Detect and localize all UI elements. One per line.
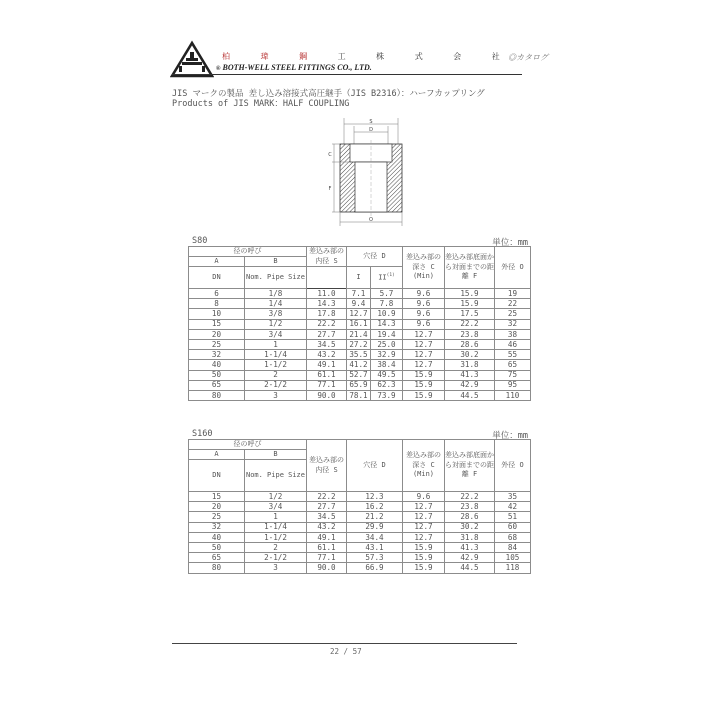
table-cell: 80 (189, 563, 245, 573)
table-cell: 25.0 (371, 339, 403, 349)
table-cell: 43.2 (307, 522, 347, 532)
table-cell: 40 (189, 360, 245, 370)
table-cell: 21.2 (347, 512, 403, 522)
dim-f-label: F (328, 186, 332, 192)
table-cell: 1-1/2 (245, 532, 307, 542)
table-cell: 15 (189, 492, 245, 502)
table-cell: 12.7 (403, 512, 445, 522)
company-name-cn-red: 柏 瑋 鋼 (222, 52, 322, 61)
s80-s-header: 差込み部の内径 S (307, 247, 347, 267)
table-cell: 16.2 (347, 502, 403, 512)
table-cell: 27.7 (307, 329, 347, 339)
table-cell: 35.5 (347, 350, 371, 360)
table-cell: 31.8 (445, 532, 495, 542)
table-cell: 78.1 (347, 390, 371, 400)
table-cell: 61.1 (307, 542, 347, 552)
s80-d2-header (371, 267, 403, 289)
table-cell: 12.3 (347, 492, 403, 502)
table-cell: 3/4 (245, 502, 307, 512)
s80-d1-header: I (347, 267, 371, 289)
table-cell: 35 (495, 492, 531, 502)
s160-table-body (189, 492, 531, 574)
table-cell: 12.7 (403, 350, 445, 360)
table-cell: 20 (189, 329, 245, 339)
table-cell: 55 (495, 350, 531, 360)
table-cell: 65 (495, 360, 531, 370)
table-cell: 1-1/4 (245, 522, 307, 532)
s80-nps-header: Nom. Pipe Size (245, 267, 307, 289)
table-cell: 65 (189, 380, 245, 390)
table-row (189, 289, 531, 299)
table-row (189, 329, 531, 339)
s80-d2-note: (1) (386, 272, 395, 278)
half-coupling-diagram (320, 114, 420, 230)
table-cell: 8 (189, 299, 245, 309)
table-cell: 9.6 (403, 319, 445, 329)
product-title-en: Products of JIS MARK：HALF COUPLING (172, 99, 350, 109)
table-cell: 75 (495, 370, 531, 380)
table-cell: 15.9 (403, 370, 445, 380)
table-cell: 11.0 (307, 289, 347, 299)
table-row (189, 553, 531, 563)
table-cell: 42.9 (445, 553, 495, 563)
company-name-cn (222, 51, 514, 62)
table-cell: 30.2 (445, 350, 495, 360)
table-cell: 32 (189, 350, 245, 360)
s160-o-header: 外径 O (495, 440, 531, 492)
table-cell: 57.3 (347, 553, 403, 563)
header-divider (172, 74, 522, 75)
table-cell: 17.5 (445, 309, 495, 319)
s160-nps-header: Nom. Pipe Size (245, 460, 307, 492)
page-number: 22 / 57 (330, 647, 362, 656)
table-cell: 32 (189, 522, 245, 532)
table-row (189, 502, 531, 512)
table-row (189, 563, 531, 573)
table-cell: 23.8 (445, 502, 495, 512)
table-row (189, 492, 531, 502)
s80-d2-text: II (378, 273, 387, 282)
table-row (189, 299, 531, 309)
table-cell: 49.5 (371, 370, 403, 380)
table-cell: 20 (189, 502, 245, 512)
table-cell: 28.6 (445, 339, 495, 349)
table-cell: 43.2 (307, 350, 347, 360)
table-cell: 3 (245, 390, 307, 400)
table-cell: 2-1/2 (245, 380, 307, 390)
s80-d-header: 穴径 D (347, 247, 403, 267)
table-row (189, 360, 531, 370)
dim-o-label: O (369, 217, 373, 223)
table-cell: 15.9 (403, 542, 445, 552)
s80-unit: 単位：mm (492, 238, 528, 248)
s80-b-header: B (245, 257, 307, 267)
table-cell: 10.9 (371, 309, 403, 319)
table-cell: 22.2 (307, 319, 347, 329)
table-cell: 43.1 (347, 542, 403, 552)
table-cell: 41.2 (347, 360, 371, 370)
table-cell: 50 (189, 370, 245, 380)
table-cell: 95 (495, 380, 531, 390)
s160-label: S160 (192, 429, 213, 439)
table-cell: 77.1 (307, 553, 347, 563)
trademark-mark: ® (216, 66, 221, 72)
table-cell: 34.4 (347, 532, 403, 542)
table-cell: 22.2 (445, 319, 495, 329)
table-cell: 12.7 (403, 329, 445, 339)
table-cell: 42 (495, 502, 531, 512)
table-cell: 7.1 (347, 289, 371, 299)
table-row (189, 350, 531, 360)
table-cell: 52.7 (347, 370, 371, 380)
table-cell: 27.2 (347, 339, 371, 349)
table-cell: 16.1 (347, 319, 371, 329)
table-cell: 49.1 (307, 360, 347, 370)
s80-o-header: 外径 O (495, 247, 531, 289)
table-cell: 15.9 (445, 299, 495, 309)
table-cell: 1-1/2 (245, 360, 307, 370)
table-cell: 41.3 (445, 542, 495, 552)
table-cell: 40 (189, 532, 245, 542)
table-cell: 2-1/2 (245, 553, 307, 563)
table-cell: 51 (495, 512, 531, 522)
table-cell: 28.6 (445, 512, 495, 522)
table-cell: 42.9 (445, 380, 495, 390)
table-cell: 15.9 (445, 289, 495, 299)
s160-d-header: 穴径 D (347, 440, 403, 492)
product-title-jp: JIS マークの製品 差し込み溶接式高圧継手（JIS B2316）：ハーフカップリング (172, 89, 485, 99)
table-cell: 22 (495, 299, 531, 309)
table-row (189, 390, 531, 400)
table-cell: 12.7 (403, 532, 445, 542)
table-cell: 14.3 (307, 299, 347, 309)
table-cell: 23.8 (445, 329, 495, 339)
table-cell: 50 (189, 542, 245, 552)
table-cell: 3 (245, 563, 307, 573)
s80-c-header: 差込み部の深さ C (Min) (403, 247, 445, 289)
table-cell: 68 (495, 532, 531, 542)
table-cell: 61.1 (307, 370, 347, 380)
table-cell: 12.7 (403, 502, 445, 512)
table-row (189, 542, 531, 552)
table-cell: 30.2 (445, 522, 495, 532)
company-name-en (216, 63, 372, 72)
company-name-cn-black: 工 株 式 会 社 (337, 52, 514, 61)
s160-table (188, 439, 531, 574)
table-cell: 38 (495, 329, 531, 339)
dim-c-label: C (328, 152, 332, 158)
table-cell: 3/8 (245, 309, 307, 319)
table-cell: 25 (495, 309, 531, 319)
table-cell: 32.9 (371, 350, 403, 360)
table-cell: 118 (495, 563, 531, 573)
s80-table-body (189, 289, 531, 401)
table-cell: 3/4 (245, 329, 307, 339)
table-cell: 2 (245, 542, 307, 552)
s80-f-header: 差込み部底面から対面までの距離 F (445, 247, 495, 289)
table-row (189, 522, 531, 532)
s80-size-header: 径の呼び (189, 247, 307, 257)
s80-dn-header: DN (189, 267, 245, 289)
table-cell: 19 (495, 289, 531, 299)
table-cell: 49.1 (307, 532, 347, 542)
table-cell: 38.4 (371, 360, 403, 370)
table-cell: 65 (189, 553, 245, 563)
s80-label: S80 (192, 236, 208, 246)
table-cell: 15.9 (403, 390, 445, 400)
table-cell: 1-1/4 (245, 350, 307, 360)
s160-dn-header: DN (189, 460, 245, 492)
table-cell: 15.9 (403, 380, 445, 390)
table-cell: 15 (189, 319, 245, 329)
table-cell: 1/2 (245, 492, 307, 502)
table-row (189, 309, 531, 319)
table-cell: 9.6 (403, 492, 445, 502)
table-cell: 1 (245, 512, 307, 522)
table-cell: 60 (495, 522, 531, 532)
table-cell: 84 (495, 542, 531, 552)
table-cell: 77.1 (307, 380, 347, 390)
table-cell: 19.4 (371, 329, 403, 339)
table-cell: 12.7 (403, 522, 445, 532)
table-cell: 62.3 (371, 380, 403, 390)
table-cell: 12.7 (403, 360, 445, 370)
company-name-en-text: BOTH-WELL STEEL FITTINGS CO., LTD. (222, 63, 372, 72)
table-cell: 41.3 (445, 370, 495, 380)
table-cell: 10 (189, 309, 245, 319)
table-cell: 110 (495, 390, 531, 400)
table-cell: 105 (495, 553, 531, 563)
table-cell: 22.2 (307, 492, 347, 502)
table-cell: 46 (495, 339, 531, 349)
table-row (189, 370, 531, 380)
table-cell: 9.4 (347, 299, 371, 309)
table-cell: 90.0 (307, 563, 347, 573)
s160-f-header: 差込み部底面から対面までの距離 F (445, 440, 495, 492)
table-cell: 44.5 (445, 563, 495, 573)
catalog-label: ◎カタログ (508, 53, 548, 62)
table-cell: 73.9 (371, 390, 403, 400)
dim-d-label: D (369, 127, 373, 133)
table-cell: 1/2 (245, 319, 307, 329)
dim-s-label: S (369, 119, 373, 125)
table-cell: 15.9 (403, 553, 445, 563)
table-cell: 21.4 (347, 329, 371, 339)
s160-b-header: B (245, 450, 307, 460)
table-cell: 65.9 (347, 380, 371, 390)
table-cell: 80 (189, 390, 245, 400)
table-cell: 12.7 (403, 339, 445, 349)
s160-c-header: 差込み部の深さ C (Min) (403, 440, 445, 492)
table-row (189, 319, 531, 329)
s160-size-header: 径の呼び (189, 440, 307, 450)
table-cell: 32 (495, 319, 531, 329)
table-cell: 5.7 (371, 289, 403, 299)
table-cell: 29.9 (347, 522, 403, 532)
table-cell: 90.0 (307, 390, 347, 400)
table-cell: 66.9 (347, 563, 403, 573)
table-cell: 25 (189, 512, 245, 522)
s160-a-header: A (189, 450, 245, 460)
table-cell: 25 (189, 339, 245, 349)
table-row (189, 512, 531, 522)
s80-a-header: A (189, 257, 245, 267)
footer-divider (172, 643, 517, 644)
table-row (189, 339, 531, 349)
table-row (189, 380, 531, 390)
table-cell: 6 (189, 289, 245, 299)
table-cell: 9.6 (403, 299, 445, 309)
table-cell: 34.5 (307, 339, 347, 349)
table-cell: 9.6 (403, 289, 445, 299)
table-cell: 1/4 (245, 299, 307, 309)
table-cell: 1 (245, 339, 307, 349)
table-cell: 2 (245, 370, 307, 380)
table-cell: 44.5 (445, 390, 495, 400)
table-row (189, 532, 531, 542)
s160-s-header: 差込み部の内径 S (307, 440, 347, 492)
s160-unit: 単位：mm (492, 431, 528, 441)
table-cell: 7.8 (371, 299, 403, 309)
table-cell: 34.5 (307, 512, 347, 522)
table-cell: 31.8 (445, 360, 495, 370)
s80-table (188, 246, 531, 401)
table-cell: 27.7 (307, 502, 347, 512)
table-cell: 1/8 (245, 289, 307, 299)
table-cell: 14.3 (371, 319, 403, 329)
table-cell: 22.2 (445, 492, 495, 502)
table-cell: 9.6 (403, 309, 445, 319)
table-cell: 17.8 (307, 309, 347, 319)
table-cell: 12.7 (347, 309, 371, 319)
table-cell: 15.9 (403, 563, 445, 573)
